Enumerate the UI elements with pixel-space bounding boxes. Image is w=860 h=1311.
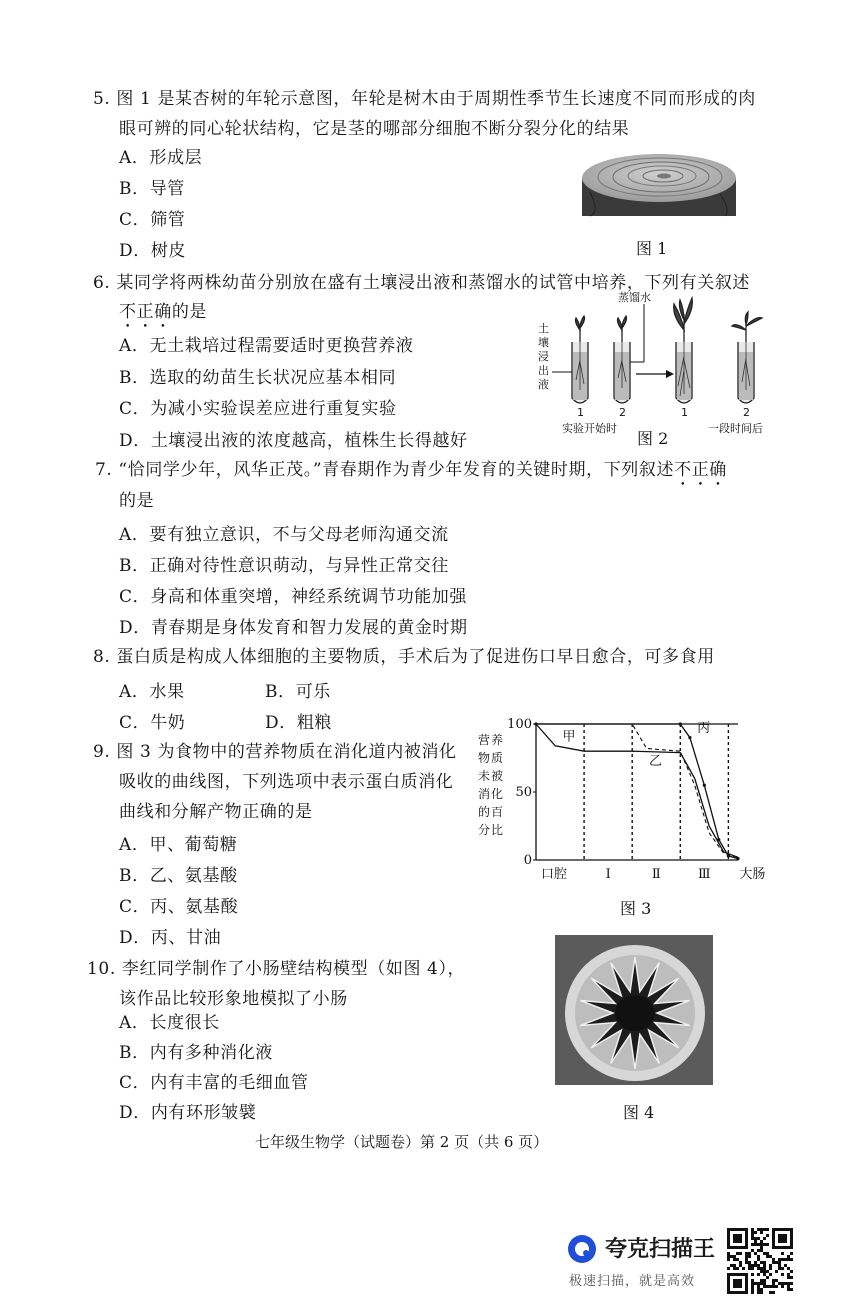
- figure2-caption: 图 2: [637, 429, 669, 448]
- brand-slogan: 极速扫描，就是高效: [569, 1274, 696, 1289]
- q8-option-a: A．水果: [119, 682, 185, 702]
- tree-ring-figure: [580, 152, 738, 216]
- page-footer: 七年级生物学（试题卷）第 2 页（共 6 页）: [255, 1133, 549, 1151]
- y-axis-label-char: 未: [478, 769, 491, 783]
- x-tick-label: Ⅲ: [698, 867, 711, 882]
- x-tick-label: Ⅰ: [605, 867, 611, 882]
- q5-line1: 5. 图 1 是某杏树的年轮示意图，年轮是树木由于周期性季节生长速度不同而形成的肉: [93, 89, 756, 109]
- soil-label-0: 土: [538, 322, 549, 335]
- y-axis-label-char: 消: [478, 787, 491, 801]
- y-axis-label-char: 百: [491, 805, 504, 819]
- y-tick-label: 100: [507, 717, 532, 732]
- q7-option-a: A．要有独立意识，不与父母老师沟通交流: [119, 525, 449, 545]
- y-axis-label-char: 质: [491, 751, 504, 765]
- tube-number-3: 1: [681, 406, 688, 419]
- y-axis-label-char: 被: [491, 769, 504, 783]
- soil-label-2: 浸: [538, 350, 549, 363]
- series-label: 甲: [562, 729, 576, 745]
- figure3-caption: 图 3: [620, 899, 652, 918]
- test-tube-figure: [532, 290, 782, 440]
- y-tick-label: 0: [523, 853, 532, 868]
- q5-option-d: D．树皮: [119, 241, 187, 261]
- q6-option-b: B．选取的幼苗生长状况应基本相同: [119, 368, 397, 388]
- q6-option-d: D．土壤浸出液的浓度越高，植株生长得越好: [119, 431, 468, 451]
- x-tick-label: 大肠: [739, 867, 766, 882]
- q7-emphasis: 不正确: [674, 460, 727, 480]
- q7-line1: [95, 455, 727, 490]
- series-point: [679, 722, 682, 725]
- brand-name: 夸克扫描王: [605, 1237, 716, 1262]
- y-axis-label-char: 营: [478, 733, 491, 747]
- q10-option-a: A．长度很长: [119, 1013, 220, 1033]
- soil-label-1: 壤: [538, 336, 549, 349]
- figure4-caption: 图 4: [623, 1103, 655, 1122]
- q8-option-d: D．粗粮: [265, 713, 333, 733]
- series-label: 乙: [649, 753, 663, 769]
- series-label: 丙: [697, 721, 711, 737]
- q7-option-d: D．青春期是身体发育和智力发展的黄金时期: [119, 618, 468, 638]
- tube-number-1: 1: [577, 406, 584, 419]
- figure1-caption: 图 1: [636, 239, 668, 258]
- digestion-chart: [476, 716, 766, 886]
- series-point: [727, 854, 730, 857]
- qr-code-icon: [727, 1228, 793, 1294]
- q9-line3: 曲线和分解产物正确的是: [119, 802, 313, 822]
- series-point: [717, 838, 720, 841]
- tube-number-4: 2: [743, 406, 750, 419]
- y-axis-label-char: 的: [478, 805, 491, 819]
- quark-logo-icon: [567, 1234, 597, 1264]
- intestine-model-figure: [555, 935, 713, 1085]
- q8-option-c: C．牛奶: [119, 713, 186, 733]
- q9-option-d: D．丙、甘油: [119, 928, 222, 948]
- q9-line1: 9. 图 3 为食物中的营养物质在消化道内被消化: [93, 742, 457, 762]
- q7-line1-text: 7. “恰同学少年，风华正茂。”青春期作为青少年发育的关键时期，下列叙述: [95, 460, 675, 480]
- after-time-label: 一段时间后: [708, 422, 763, 435]
- q9-line2: 吸收的曲线图，下列选项中表示蛋白质消化: [119, 772, 454, 792]
- q6-line2: [119, 297, 207, 332]
- q10-option-c: C．内有丰富的毛细血管: [119, 1073, 309, 1093]
- y-axis-label-char: 化: [491, 787, 504, 801]
- q5-option-c: C．筛管: [119, 210, 186, 230]
- distilled-water-label: 蒸馏水: [618, 291, 651, 304]
- q9-option-b: B．乙、氨基酸: [119, 866, 238, 886]
- soil-label-3: 出: [538, 364, 549, 377]
- y-tick-label: 50: [515, 785, 532, 800]
- q9-option-c: C．丙、氨基酸: [119, 897, 239, 917]
- x-tick-label: 口腔: [541, 867, 568, 882]
- q7-option-c: C．身高和体重突增，神经系统调节功能加强: [119, 587, 468, 607]
- series-point: [703, 784, 706, 787]
- q6-option-a: A．无土栽培过程需要适时更换营养液: [119, 336, 414, 356]
- series-point: [534, 722, 537, 725]
- experiment-start-label: 实验开始时: [562, 422, 617, 435]
- q10-line1: 10. 李红同学制作了小肠壁结构模型（如图 4），: [87, 959, 466, 979]
- q10-option-d: D．内有环形皱襞: [119, 1103, 257, 1123]
- q6-line1: 6. 某同学将两株幼苗分别放在盛有土壤浸出液和蒸馏水的试管中培养，下列有关叙述: [93, 273, 751, 293]
- q9-option-a: A．甲、葡萄糖: [119, 835, 238, 855]
- q7-line2: 的是: [119, 491, 155, 511]
- tube-number-2: 2: [619, 406, 626, 419]
- y-axis-label-char: 物: [478, 751, 491, 765]
- q5-option-a: A．形成层: [119, 148, 203, 168]
- series-point: [688, 736, 691, 739]
- y-axis-label-char: 分: [478, 823, 491, 837]
- q5-line2: 眼可辨的同心轮状结构，它是茎的哪部分细胞不断分裂分化的结果: [119, 119, 630, 139]
- series-point: [736, 857, 739, 860]
- q10-option-b: B．内有多种消化液: [119, 1043, 273, 1063]
- y-axis-label-char: 养: [491, 733, 504, 747]
- q8-line1: 8. 蛋白质是构成人体细胞的主要物质，手术后为了促进伤口早日愈合，可多食用: [93, 647, 715, 667]
- q10-line2: 该作品比较形象地模拟了小肠: [119, 989, 348, 1009]
- q6-emphasis: 不正确: [119, 302, 172, 322]
- q6-tail: 的是: [171, 302, 208, 322]
- soil-label-4: 液: [538, 378, 549, 391]
- q8-option-b: B．可乐: [265, 682, 331, 702]
- q6-option-c: C．为减小实验误差应进行重复实验: [119, 399, 397, 419]
- y-axis-label-char: 比: [491, 823, 504, 837]
- q7-option-b: B．正确对待性意识萌动，与异性正常交往: [119, 556, 449, 576]
- q5-option-b: B．导管: [119, 179, 185, 199]
- x-tick-label: Ⅱ: [651, 867, 661, 882]
